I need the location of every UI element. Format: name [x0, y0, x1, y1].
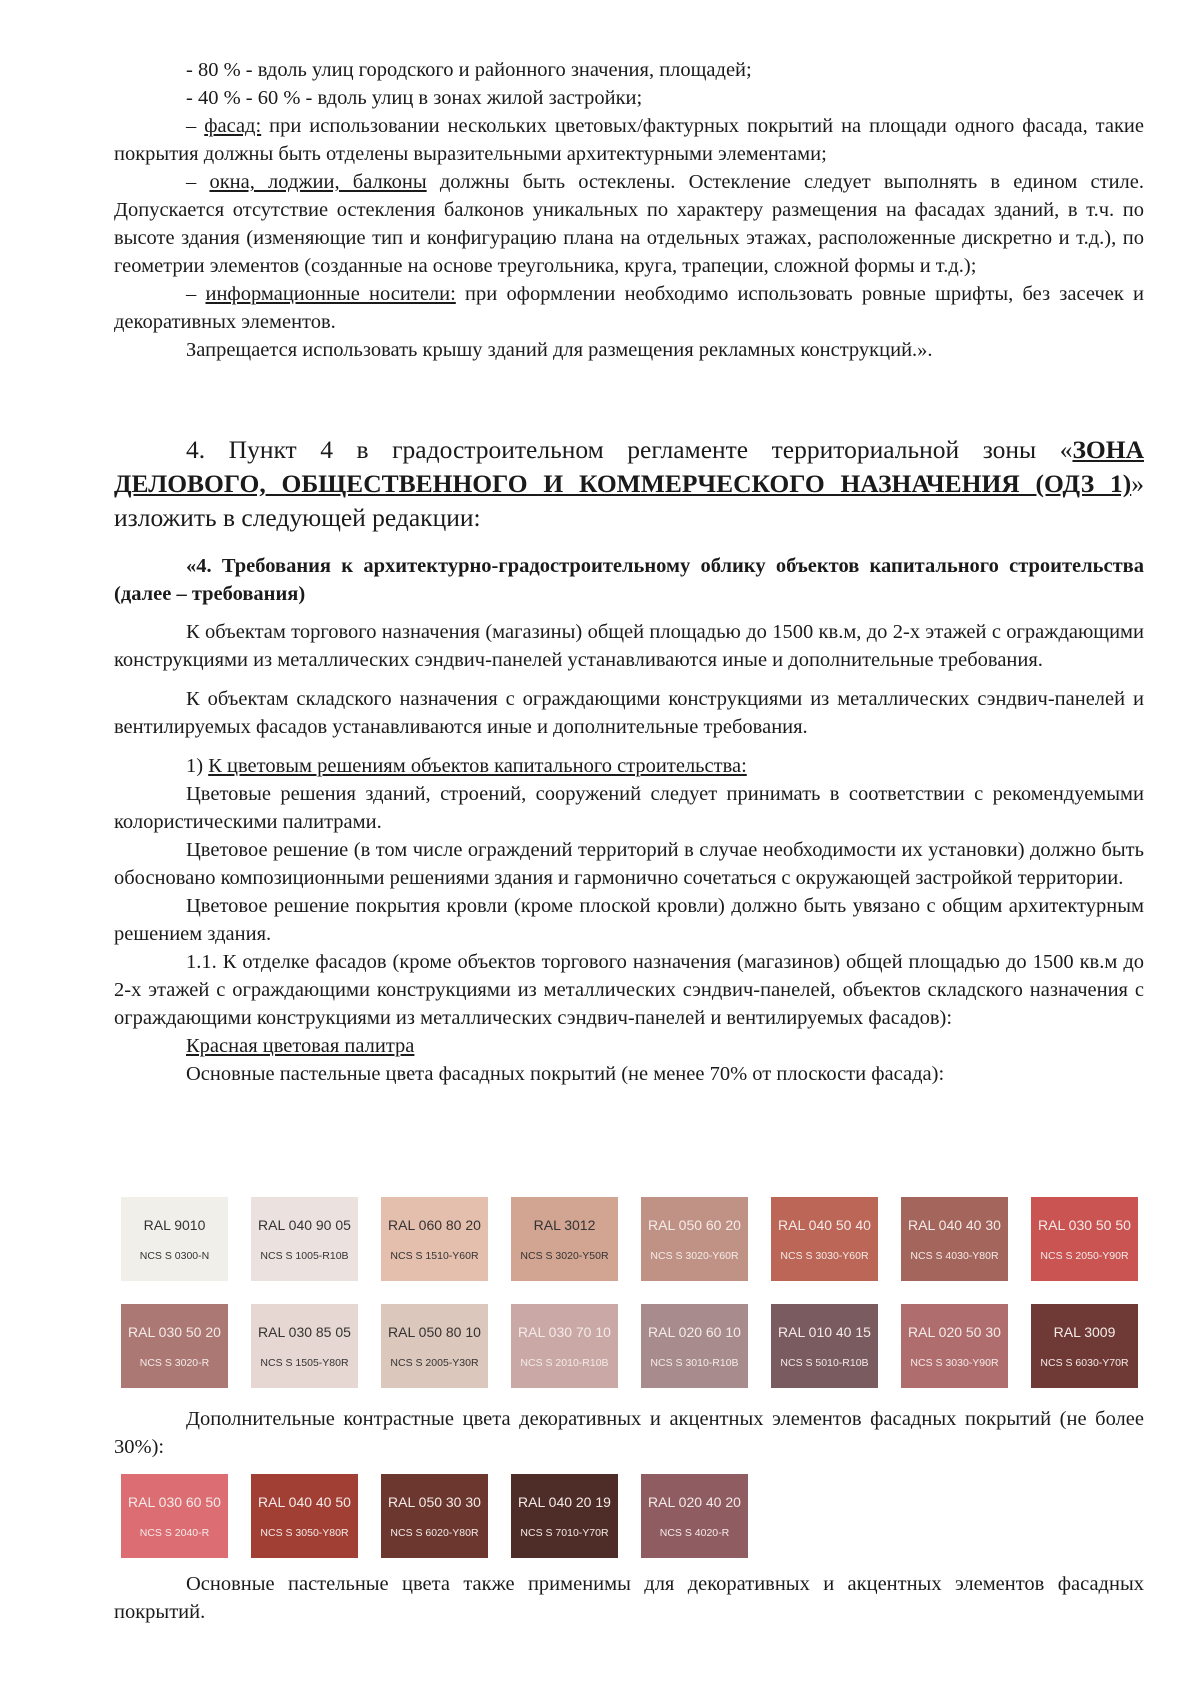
item-4-pre: 4. Пункт 4 в градостроительном регламенте территориальной зоны «: [186, 435, 1073, 464]
list-line-80: - 80 % - вдоль улиц городского и районного значения, площадей;: [186, 59, 752, 81]
swatch-ral-code: RAL 020 40 20: [648, 1494, 741, 1510]
swatch-ral-code: RAL 020 50 30: [908, 1324, 1001, 1340]
swatch-ral-code: RAL 3009: [1053, 1324, 1116, 1340]
color-swatch: [381, 1474, 488, 1558]
swatch-ral-code: RAL 050 80 10: [388, 1324, 481, 1340]
color-swatch: [251, 1197, 358, 1281]
swatch-ncs-code: NCS S 1505-Y80R: [260, 1357, 349, 1369]
swatch-ral-code: RAL 030 85 05: [258, 1324, 351, 1340]
swatch-ral-code: RAL 030 50 20: [128, 1324, 221, 1340]
color-swatch: [121, 1474, 228, 1558]
final-note-block: [114, 1570, 1144, 1626]
swatch-ncs-code: NCS S 6020-Y80R: [390, 1527, 479, 1539]
dash: –: [186, 171, 210, 193]
dash: –: [186, 283, 206, 305]
swatch-ncs-code: NCS S 3010-R10B: [650, 1357, 739, 1369]
swatch-ncs-code: NCS S 4020-R: [659, 1527, 730, 1539]
item-1-title: К цветовым решениям объектов капитального строительства:: [208, 755, 747, 777]
swatch-ncs-code: NCS S 2050-Y90R: [1040, 1250, 1129, 1262]
swatch-ncs-code: NCS S 3030-Y60R: [780, 1250, 869, 1262]
swatch-ral-code: RAL 060 80 20: [388, 1217, 481, 1233]
palette-title: Красная цветовая палитра: [186, 1035, 415, 1057]
swatch-ral-code: RAL 040 40 30: [908, 1217, 1001, 1233]
swatch-ncs-code: NCS S 1510-Y60R: [390, 1250, 479, 1262]
color-swatch: [641, 1304, 748, 1388]
item-4-paragraph: [114, 433, 1144, 535]
swatch-ral-code: RAL 040 40 50: [258, 1494, 351, 1510]
swatch-ral-code: RAL 050 60 20: [648, 1217, 741, 1233]
swatch-ncs-code: NCS S 3020-R: [139, 1357, 210, 1369]
color-swatch: [381, 1304, 488, 1388]
swatch-ncs-code: NCS S 3030-Y90R: [910, 1357, 999, 1369]
swatch-ral-code: RAL 050 30 30: [388, 1494, 481, 1510]
facade-requirements-block: [114, 56, 1144, 364]
swatch-ral-code: RAL 030 60 50: [128, 1494, 221, 1510]
roof-advertising-ban: Запрещается использовать крышу зданий для размещения рекламных конструкций.».: [186, 339, 933, 361]
list-line-40-60: - 40 % - 60 % - вдоль улиц в зонах жилой застройки;: [186, 87, 643, 109]
windows-paragraph: [114, 168, 1144, 280]
color-justification-paragraph: Цветовое решение (в том числе ограждений территорий в случае необходимости их установки) должно быть обосновано композиционными решениями здания и гармонично сочетаться с окружающей застройкой территории.: [114, 839, 1144, 889]
color-swatch: [901, 1197, 1008, 1281]
contrast-colors-block: [114, 1405, 1144, 1461]
item-1-1-paragraph: 1.1. К отделке фасадов (кроме объектов торгового назначения (магазинов) общей площадью до 1500 кв.м до 2-х этажей с ограждающими конструкциями из металлических сэндвич-панелей, объектов складского назначения с ограждающими конструкциями из металлических сэндвич-панелей и вентилируемых фасадов):: [114, 951, 1144, 1029]
info-carriers-paragraph: [114, 280, 1144, 336]
color-swatch: [381, 1197, 488, 1281]
final-note: Основные пастельные цвета также применимы для декоративных и акцентных элементов фасадных покрытий.: [114, 1573, 1144, 1623]
swatch-ncs-code: NCS S 3050-Y80R: [260, 1527, 349, 1539]
facade-text: при использовании нескольких цветовых/фактурных покрытий на площади одного фасада, такие покрытия должны быть отделены выразительными архитектурными элементами;: [114, 115, 1145, 165]
color-swatch: [511, 1474, 618, 1558]
item-4-text: [114, 433, 1144, 535]
swatch-ral-code: RAL 9010: [143, 1217, 206, 1233]
color-swatch: [771, 1304, 878, 1388]
color-swatch: [1031, 1304, 1138, 1388]
swatch-ral-code: RAL 3012: [533, 1217, 596, 1233]
color-swatch: [251, 1304, 358, 1388]
color-swatch: [1031, 1197, 1138, 1281]
color-swatch: [511, 1197, 618, 1281]
contrast-colors-label: Дополнительные контрастные цвета декоративных и акцентных элементов фасадных покрытий (не более 30%):: [114, 1408, 1144, 1458]
color-solutions-paragraph: Цветовые решения зданий, строений, сооружений следует принимать в соответствии с рекомендуемыми колористическими палитрами.: [114, 783, 1144, 833]
color-swatch: [511, 1304, 618, 1388]
facade-term: фасад:: [204, 115, 262, 137]
item-4-post: » изложить в следующей редакции:: [114, 469, 1144, 532]
color-swatch: [641, 1197, 748, 1281]
swatch-ncs-code: NCS S 7010-Y70R: [520, 1527, 609, 1539]
requirements-heading: «4. Требования к архитектурно-градостроительному облику объектов капитального строительства (далее – требования): [114, 555, 1144, 605]
swatch-ncs-code: NCS S 3020-Y60R: [650, 1250, 739, 1262]
dash: –: [186, 115, 205, 137]
swatch-ral-code: RAL 040 50 40: [778, 1217, 871, 1233]
trade-objects-paragraph: К объектам торгового назначения (магазины) общей площадью до 1500 кв.м, до 2-х этажей с ограждающими конструкциями из металлических сэндвич-панелей устанавливаются иные и дополнительные требования.: [114, 621, 1144, 671]
item-1-heading: [114, 752, 1144, 780]
roof-color-paragraph: Цветовое решение покрытия кровли (кроме плоской кровли) должно быть увязано с общим архитектурным решением здания.: [114, 895, 1144, 945]
zone-name: ЗОНА ДЕЛОВОГО, ОБЩЕСТВЕННОГО И КОММЕРЧЕСКОГО НАЗНАЧЕНИЯ (ОДЗ 1): [114, 435, 1144, 498]
main-palette-row-2: [121, 1304, 1138, 1388]
requirements-section: [114, 552, 1144, 1088]
color-swatch: [251, 1474, 358, 1558]
windows-text: должны быть остеклены. Остекление следует выполнять в едином стиле. Допускается отсутствие остекления балконов уникальных по характеру размещения на фасадах зданий, в т.ч. по высоте здания (изменяющие тип и конфигурацию плана на отдельных этажах, расположенные дискретно и т.д.), по геометрии элементов (созданные на основе треугольника, круга, трапеции, сложной формы и т.д.);: [114, 171, 1144, 277]
main-palette-row-1: [121, 1197, 1138, 1281]
item-1-number: 1): [186, 755, 209, 777]
swatch-ncs-code: NCS S 4030-Y80R: [910, 1250, 999, 1262]
swatch-ral-code: RAL 030 50 50: [1038, 1217, 1131, 1233]
swatch-ral-code: RAL 020 60 10: [648, 1324, 741, 1340]
color-swatch: [641, 1474, 748, 1558]
swatch-ral-code: RAL 030 70 10: [518, 1324, 611, 1340]
facade-paragraph: [114, 112, 1144, 168]
color-swatch: [901, 1304, 1008, 1388]
swatch-ral-code: RAL 040 90 05: [258, 1217, 351, 1233]
windows-term: окна, лоджии, балконы: [209, 171, 427, 193]
info-carriers-term: информационные носители:: [205, 283, 456, 305]
main-colors-label: Основные пастельные цвета фасадных покрытий (не менее 70% от плоскости фасада):: [186, 1063, 945, 1085]
swatch-ncs-code: NCS S 3020-Y50R: [520, 1250, 609, 1262]
swatch-ncs-code: NCS S 1005-R10B: [260, 1250, 349, 1262]
swatch-ncs-code: NCS S 2040-R: [139, 1527, 210, 1539]
swatch-ncs-code: NCS S 5010-R10B: [780, 1357, 869, 1369]
swatch-ncs-code: NCS S 2005-Y30R: [390, 1357, 479, 1369]
color-swatch: [121, 1197, 228, 1281]
contrast-palette-row: [121, 1474, 748, 1558]
color-swatch: [121, 1304, 228, 1388]
swatch-ncs-code: NCS S 6030-Y70R: [1040, 1357, 1129, 1369]
storage-objects-paragraph: К объектам складского назначения с ограждающими конструкциями из металлических сэндвич-панелей и вентилируемых фасадов устанавливаются иные и дополнительные требования.: [114, 688, 1144, 738]
info-carriers-text: при оформлении необходимо использовать ровные шрифты, без засечек и декоративных элементов.: [114, 283, 1145, 333]
swatch-ncs-code: NCS S 2010-R10B: [520, 1357, 609, 1369]
swatch-ncs-code: NCS S 0300-N: [139, 1250, 210, 1262]
color-swatch: [771, 1197, 878, 1281]
swatch-ral-code: RAL 040 20 19: [518, 1494, 611, 1510]
palette-title-line: [114, 1032, 1144, 1060]
swatch-ral-code: RAL 010 40 15: [778, 1324, 871, 1340]
